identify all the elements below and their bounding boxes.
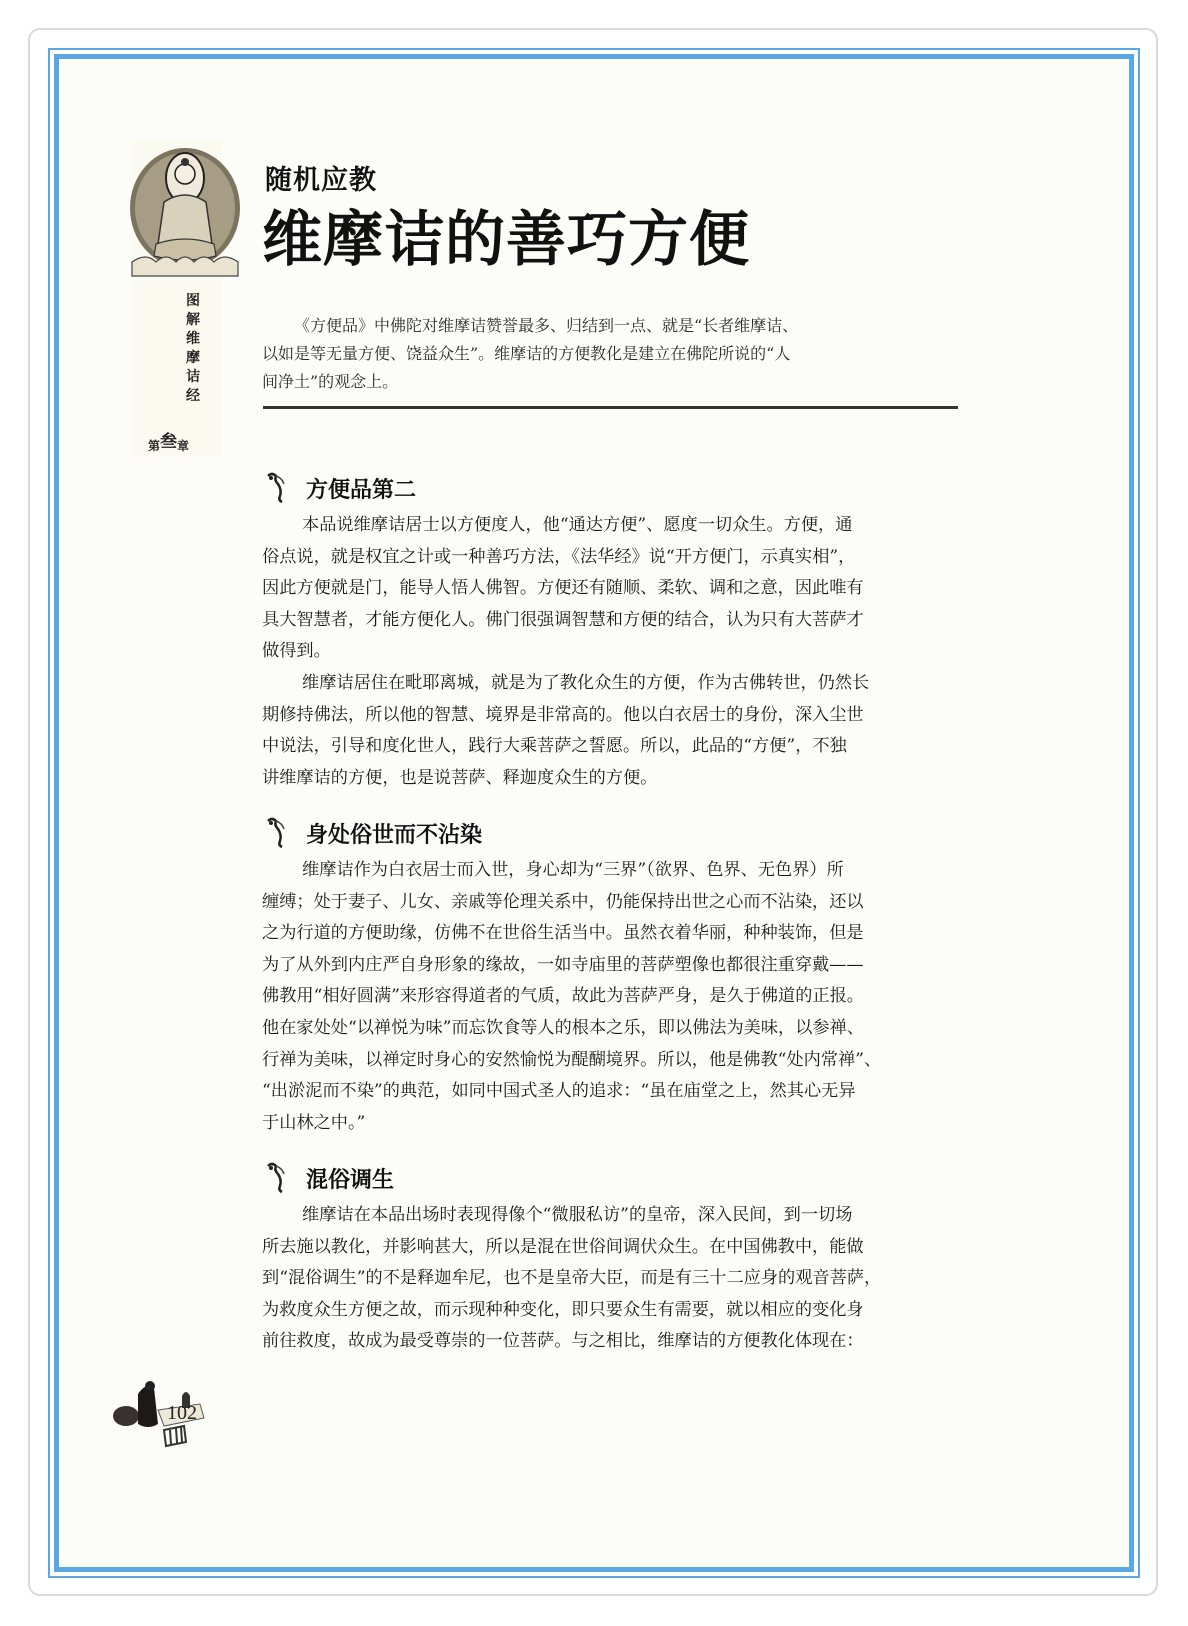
body-line: 行禅为美味，以禅定时身心的安然愉悦为醍醐境界。所以，他是佛教“处内常禅”、 — [262, 1049, 882, 1070]
section-kicker: 随机应教 — [265, 165, 377, 196]
body-line: 做得到。 — [262, 641, 331, 662]
body-line: 佛教用“相好圆满”来形容得道者的气质，故此为菩萨严身，是久于佛道的正报。 — [262, 986, 864, 1007]
body-line: 缠缚；处于妻子、儿女、亲戚等伦理关系中，仍能保持出世之心而不沾染，还以 — [262, 891, 864, 912]
vertical-title-char: 维 — [186, 331, 200, 347]
body-line: 他在家处处“以禅悦为味”而忘饮食等人的根本之乐，即以佛法为美味，以参禅、 — [262, 1017, 864, 1038]
body-line: 维摩诘居住在毗耶离城，就是为了教化众生的方便，作为古佛转世，仍然长 — [302, 672, 870, 693]
section-shenchusushi — [262, 815, 962, 1139]
intro-line: 《方便品》中佛陀对维摩诘赞誉最多、归结到一点、就是“长者维摩诘、 — [294, 316, 799, 335]
body-paragraph — [262, 668, 962, 794]
body-paragraph — [262, 510, 962, 668]
body-paragraph — [262, 855, 962, 1139]
body-line: 俗点说，就是权宜之计或一种善巧方法，《法华经》说“开方便门，示真实相”， — [262, 546, 856, 567]
buddha-illustration-icon — [126, 144, 244, 284]
body-line: 之为行道的方便助缘，仿佛不在世俗生活当中。虽然衣着华丽，种种装饰，但是 — [262, 923, 864, 944]
page-number: 102 — [167, 1402, 197, 1424]
intro-paragraph — [262, 312, 962, 396]
vertical-title-char: 摩 — [186, 350, 200, 366]
vertical-title-char: 解 — [186, 312, 200, 328]
section-heading — [262, 1160, 962, 1196]
intro-line: 以如是等无量方便、饶益众生”。维摩诘的方便教化是建立在佛陀所说的“人 — [262, 344, 791, 363]
section-heading — [262, 815, 962, 851]
body-line: “出淤泥而不染”的典范，如同中国式圣人的追求：“虽在庙堂之上，然其心无异 — [262, 1081, 856, 1102]
intro-line: 间净土”的观念上。 — [262, 372, 399, 391]
page-title: 维摩诘的善巧方便 — [262, 205, 750, 275]
scholar-illustration-icon — [108, 1378, 218, 1448]
body-line: 具大智慧者，才能方便化人。佛门很强调智慧和方便的结合，认为只有大菩萨才 — [262, 609, 864, 630]
section-heading — [262, 470, 962, 506]
section-hunsutiaosheng — [262, 1160, 962, 1358]
body-line: 前往救度，故成为最受尊崇的一位菩萨。与之相比，维摩诘的方便教化体现在： — [262, 1331, 864, 1352]
ink-figure-icon — [262, 815, 298, 851]
body-line: 本品说维摩诘居士以方便度人，他“通达方便”、愿度一切众生。方便，通 — [302, 515, 853, 535]
body-line: 为了从外到内庄严自身形象的缘故，一如寺庙里的菩萨塑像也都很注重穿戴—— — [262, 954, 864, 975]
divider-rule — [263, 406, 958, 409]
vertical-title-char: 经 — [186, 388, 200, 404]
section-title: 混俗调生 — [306, 1167, 395, 1193]
body-line: 于山林之中。” — [262, 1112, 366, 1133]
chapter-prefix: 第 — [148, 439, 161, 453]
section-title: 方便品第二 — [306, 477, 417, 503]
body-line: 中说法，引导和度化世人，践行大乘菩萨之誓愿。所以，此品的“方便”，不独 — [262, 736, 847, 757]
vertical-book-title — [182, 292, 204, 406]
ink-figure-icon — [262, 1160, 298, 1196]
vertical-title-char: 诘 — [186, 369, 200, 385]
chapter-number: 叁 — [160, 432, 178, 452]
body-line: 到“混俗调生”的不是释迦牟尼，也不是皇帝大臣，而是有三十二应身的观音菩萨， — [262, 1268, 882, 1289]
chapter-suffix: 章 — [177, 439, 190, 453]
body-line: 维摩诘作为白衣居士而入世，身心却为“三界”（欲界、色界、无色界）所 — [302, 860, 844, 880]
section-title: 身处俗世而不沾染 — [306, 822, 483, 848]
body-line: 维摩诘在本品出场时表现得像个“微服私访”的皇帝，深入民间，到一切场 — [302, 1205, 853, 1225]
section-fangbianpin — [262, 470, 962, 794]
body-line: 所去施以教化，并影响甚大，所以是混在世俗间调伏众生。在中国佛教中，能做 — [262, 1236, 864, 1257]
body-line: 为救度众生方便之故，而示现种种变化，即只要众生有需要，就以相应的变化身 — [262, 1299, 864, 1320]
vertical-title-char: 图 — [186, 293, 200, 309]
ink-figure-icon — [262, 470, 298, 506]
body-line: 讲维摩诘的方便，也是说菩萨、释迦度众生的方便。 — [262, 767, 658, 788]
body-paragraph — [262, 1200, 962, 1358]
body-line: 因此方便就是门，能导人悟人佛智。方便还有随顺、柔软、调和之意，因此唯有 — [262, 578, 864, 599]
body-line: 期修持佛法，所以他的智慧、境界是非常高的。他以白衣居士的身份，深入尘世 — [262, 704, 864, 725]
chapter-label — [148, 430, 189, 455]
